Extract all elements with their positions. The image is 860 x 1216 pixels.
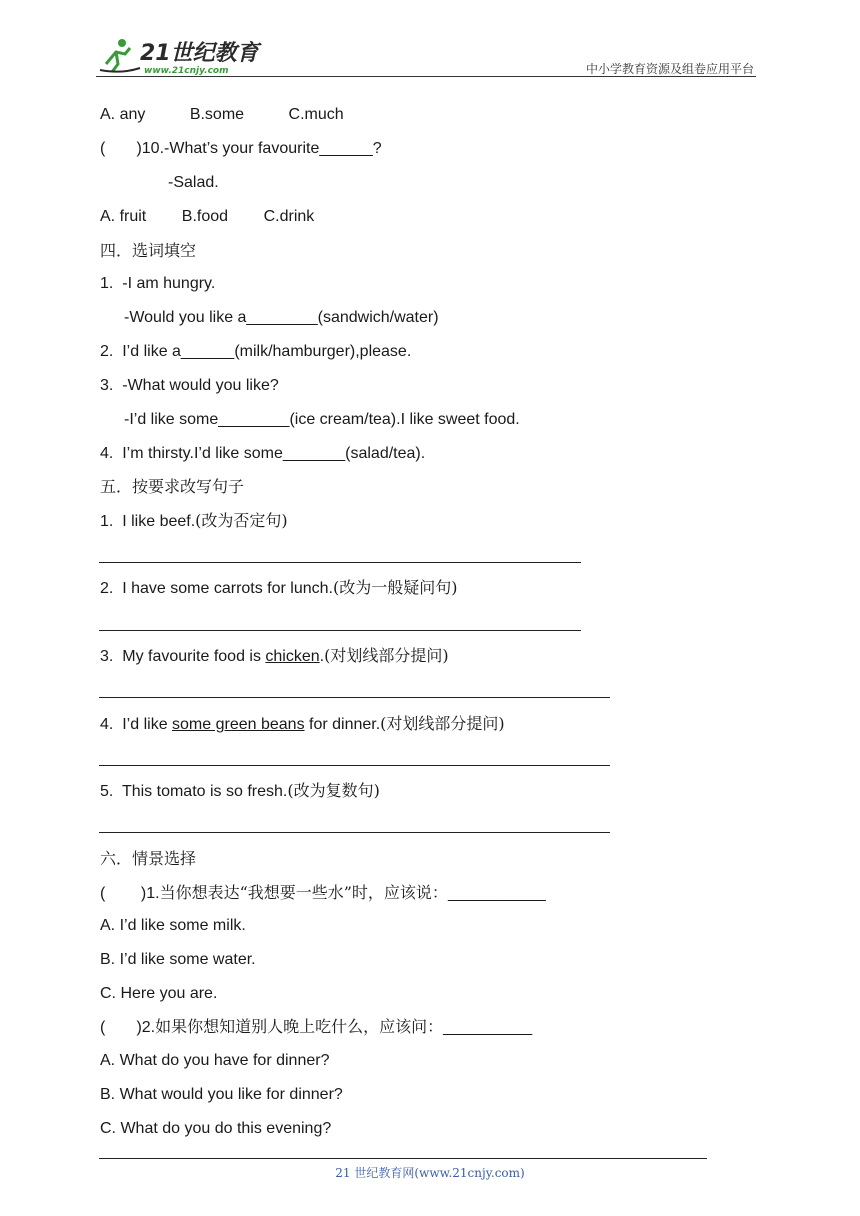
q10-question: ( )10.-What’s your favourite______? — [100, 140, 382, 157]
situation-2-option-b: B. What would you like for dinner? — [100, 1086, 343, 1103]
q10-options: A. fruit B.food C.drink — [100, 208, 315, 225]
rewrite-4 — [100, 714, 505, 735]
fill-3-prompt: 3. -What would you like? — [100, 377, 279, 394]
fill-1-question: -Would you like a________(sandwich/water) — [124, 309, 439, 326]
situation-2-text: 如果你想知道别人晚上吃什么，应该问： — [155, 1017, 444, 1036]
fill-4: 4. I’m thirsty.I’d like some_______(salad/tea). — [100, 445, 426, 462]
site-logo — [92, 34, 262, 76]
situation-1-text: 当你想表达“我想要一些水”时，应该说： — [159, 883, 448, 902]
rewrite-4-rest: for dinner. — [304, 716, 381, 733]
situation-1-blank[interactable]: ___________ — [447, 885, 546, 902]
rewrite-3-underlined: chicken — [265, 648, 320, 665]
answer-line-1[interactable] — [99, 562, 581, 563]
answer-line-5[interactable] — [99, 832, 610, 833]
rewrite-2-text: 2. I have some carrots for lunch. — [100, 580, 333, 597]
section-4-title: 四．选词填空 — [100, 241, 197, 260]
rewrite-4-instruction: (对划线部分提问) — [380, 714, 505, 733]
rewrite-3-instruction: (对划线部分提问) — [324, 646, 449, 665]
footer-divider — [99, 1158, 707, 1159]
rewrite-1-instruction: (改为否定句) — [195, 511, 288, 530]
rewrite-5-instruction: (改为复数句) — [287, 781, 380, 800]
fill-1-prompt: 1. -I am hungry. — [100, 275, 216, 292]
section-5-title: 五．按要求改写句子 — [100, 477, 245, 496]
situation-1-option-c: C. Here you are. — [100, 985, 218, 1002]
footer-text: 21 世纪教育网(www.21cnjy.com) — [335, 1166, 525, 1180]
answer-line-2[interactable] — [99, 630, 581, 631]
situation-1-option-a: A. I’d like some milk. — [100, 917, 246, 934]
rewrite-4-text: 4. I’d like — [100, 716, 173, 733]
situation-2-question — [100, 1017, 532, 1038]
answer-line-4[interactable] — [99, 765, 610, 766]
rewrite-1-text: 1. I like beef. — [100, 513, 196, 530]
logo-graphic — [92, 34, 262, 76]
section-6-title: 六．情景选择 — [100, 849, 197, 868]
header-right-text: 中小学教育资源及组卷应用平台 — [585, 62, 754, 76]
rewrite-3-text: 3. My favourite food is — [100, 648, 266, 665]
fill-3-answer: -I’d like some________(ice cream/tea).I like sweet food. — [124, 411, 520, 428]
situation-1-number: ( )1. — [100, 885, 160, 902]
rewrite-5-text: 5. This tomato is so fresh. — [100, 783, 288, 800]
situation-2-blank[interactable]: __________ — [443, 1019, 533, 1036]
q9-options: A. any B.some C.much — [100, 106, 344, 123]
rewrite-5 — [100, 781, 380, 802]
logo-url: www.21cnjy.com — [144, 66, 229, 76]
logo-text: 21世纪教育 — [140, 41, 259, 66]
rewrite-1 — [100, 511, 288, 532]
rewrite-2 — [100, 578, 458, 599]
situation-2-option-a: A. What do you have for dinner? — [100, 1052, 330, 1069]
situation-2-number: ( )2. — [100, 1019, 156, 1036]
rewrite-3 — [100, 646, 449, 667]
rewrite-3-period: . — [319, 648, 325, 665]
fill-2: 2. I’d like a______(milk/hamburger),please. — [100, 343, 412, 360]
q10-answer: -Salad. — [168, 174, 219, 191]
rewrite-2-instruction: (改为一般疑问句) — [333, 578, 458, 597]
situation-1-question — [100, 883, 546, 904]
situation-2-option-c: C. What do you do this evening? — [100, 1120, 332, 1137]
answer-line-3[interactable] — [99, 697, 610, 698]
header-divider — [96, 76, 756, 77]
situation-1-option-b: B. I’d like some water. — [100, 951, 256, 968]
rewrite-4-underlined: some green beans — [172, 716, 305, 733]
